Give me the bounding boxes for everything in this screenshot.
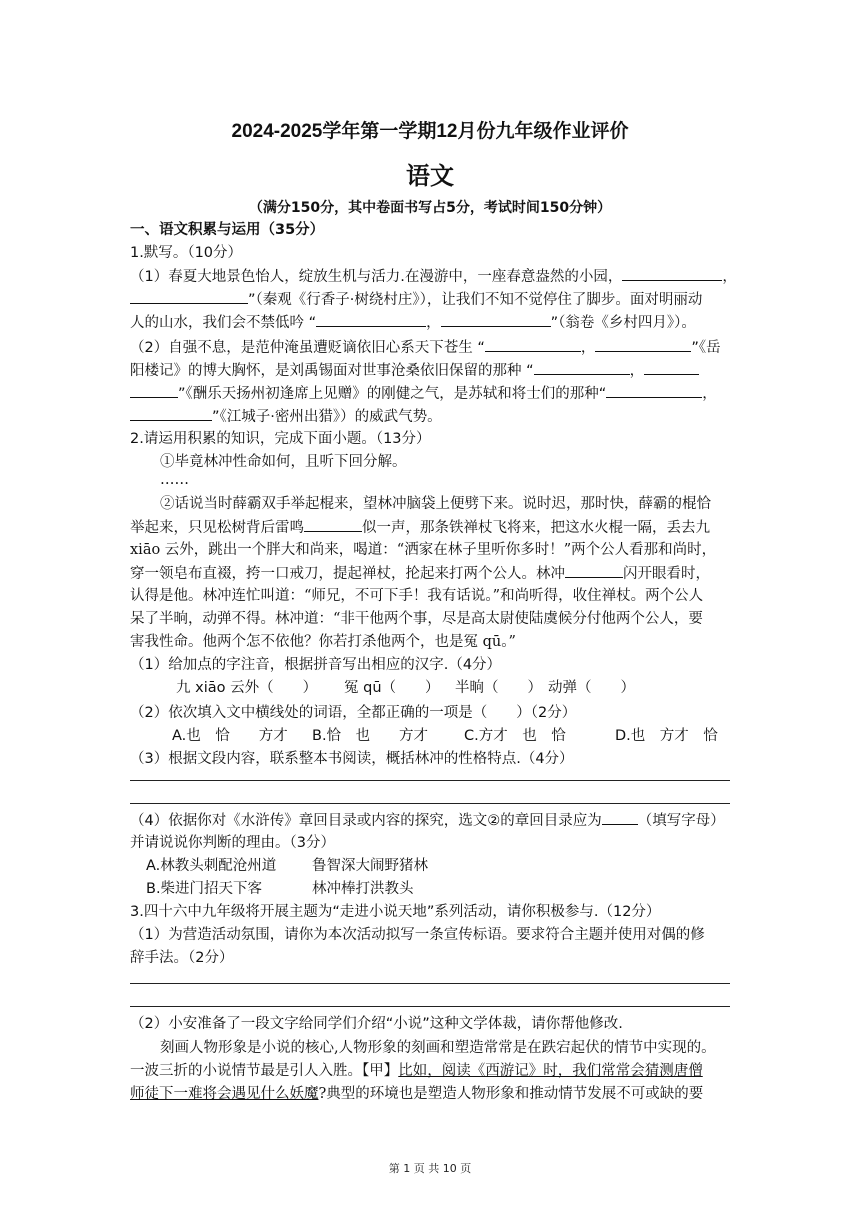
q2-sub4-text: （4）依据你对《水浒传》章回目录或内容的探究，选文②的章回目录应为 <box>130 813 602 829</box>
q2-passage2-line2 <box>130 517 710 538</box>
q1-p1-text: （1）春夏大地景色怡人，绽放生机与活力.在漫游中，一座春意盎然的小园， <box>130 269 623 285</box>
q2-option-c: C.方才 也 恰 <box>464 728 566 744</box>
answer-blank[interactable] <box>441 312 551 327</box>
para-underlined-text: 师徒下一难将会遇见什么妖魔 <box>130 1086 319 1102</box>
passage-text: 闪开眼看时， <box>623 566 710 582</box>
exam-title: 2024-2025学年第一学期12月份九年级作业评价 <box>231 121 629 142</box>
passage-text: 似一声，那条铁禅杖飞将来，把这水火棍一隔，丢去九 <box>362 520 710 536</box>
q1-p2-line2 <box>130 360 699 381</box>
q3-para-line1: 刻画人物形象是小说的核心,人物形象的刻画和塑造常常是在跌宕起伏的情节中实现的。 <box>160 1040 716 1056</box>
answer-blank[interactable] <box>606 383 702 398</box>
q3-para-line3 <box>130 1084 703 1104</box>
answer-blank[interactable] <box>304 517 362 532</box>
q2-passage2-line6: 呆了半晌，动弹不得。林冲道：“非干他两个事，尽是高太尉使陆虞候分付他两个公人，要 <box>130 611 703 627</box>
q2-sub4-line1 <box>130 810 725 831</box>
exam-note: （满分150分，其中卷面书写占5分，考试时间150分钟） <box>248 200 612 216</box>
answer-blank[interactable] <box>316 312 426 327</box>
q3-stem: 3.四十六中九年级将开展主题为“走进小说天地”系列活动，请你积极参与.（12分） <box>130 904 661 920</box>
q1-p1-line1 <box>130 266 737 287</box>
q1-p2-line3 <box>130 383 717 404</box>
q1-p2-line1 <box>130 337 721 358</box>
answer-blank[interactable] <box>485 337 581 352</box>
answer-blank[interactable] <box>622 266 722 281</box>
q2-passage2-line1: ②话说当时薛霸双手举起棍来，望林冲脑袋上便劈下来。说时迟，那时快，薛霸的棍恰 <box>160 496 711 512</box>
q2-stem: 2.请运用积累的知识，完成下面小题。（13分） <box>130 431 431 447</box>
passage-text: 举起来，只见松树背后雷鸣 <box>130 520 304 536</box>
q1-p2-text: （2）自强不息，是范仲淹虽遭贬谪依旧心系天下苍生 “ <box>130 340 485 356</box>
answer-blank[interactable] <box>595 337 691 352</box>
punct: ， <box>629 363 645 379</box>
section-heading: 一、语文积累与运用（35分） <box>130 222 325 238</box>
para-underlined-text: 比如，阅读《西游记》时，我们常常会猜测唐僧 <box>398 1063 703 1079</box>
punct: ， <box>426 315 441 331</box>
punct: ， <box>722 269 737 285</box>
q2-passage2-line5: 认得是他。林冲连忙叫道：“师兄，不可下手！我有话说。”和尚听得，收住禅杖。两个公人 <box>130 588 704 604</box>
q1-p2-text4: ”《酬乐天扬州初逢席上见赠》的刚健之气，是苏轼和将士们的那种“ <box>178 386 607 402</box>
para-text: ?典型的环境也是塑造人物形象和推动情节发展不可或缺的要 <box>318 1086 704 1102</box>
q2-option-d: D.也 方才 恰 <box>615 728 718 744</box>
q2-sub2: （2）依次填入文中横线处的词语，全都正确的一项是（ ）（2分） <box>130 705 577 721</box>
q1-p1-line3 <box>130 312 696 333</box>
answer-blank[interactable] <box>130 406 212 421</box>
q2-ellipsis: …… <box>160 472 189 488</box>
q2-sub4-option-a2: 鲁智深大闹野猪林 <box>312 858 428 874</box>
subject-title: 语文 <box>406 162 454 190</box>
punct: ， <box>702 386 717 402</box>
q1-p1-text3: 人的山水，我们会不禁低吟 “ <box>130 315 317 331</box>
q2-option-b: B.恰 也 方才 <box>312 728 429 744</box>
q2-sub4-option-b1: B.柴进门招天下客 <box>146 881 263 897</box>
answer-blank[interactable] <box>565 563 623 578</box>
q2-sub4-option-b2: 林冲棒打洪教头 <box>312 881 414 897</box>
q2-passage2-line7: 害我性命。他两个怎不依他？你若打杀他两个，也是冤 qū。” <box>130 634 516 650</box>
answer-blank[interactable] <box>130 383 178 398</box>
q2-sub1-item1: 九 xiāo 云外（ ） <box>176 680 318 696</box>
q1-p1-text4: ”（翁卷《乡村四月》）。 <box>550 315 696 331</box>
answer-line[interactable] <box>130 803 730 804</box>
para-text: 一波三折的小说情节最是引人入胜。【甲】 <box>130 1063 399 1079</box>
q3-sub2: （2）小安准备了一段文字给同学们介绍“小说”这种文学体裁，请你帮他修改. <box>130 1016 623 1032</box>
q3-sub1-line1: （1）为营造活动氛围，请你为本次活动拟写一条宣传标语。要求符合主题并使用对偶的修 <box>130 927 705 943</box>
answer-blank[interactable] <box>602 810 638 825</box>
q1-p2-text5: ”《江城子·密州出猎》）的威武气势。 <box>212 409 442 425</box>
q2-sub1-item3: 半晌（ ） <box>455 680 542 696</box>
q3-para-line2 <box>130 1061 703 1081</box>
q2-sub4-line2: 并请说说你判断的理由。（3分） <box>130 835 335 851</box>
page-footer: 第 1 页 共 10 页 <box>388 1162 472 1175</box>
q2-sub1: （1）给加点的字注音，根据拼音写出相应的汉字.（4分） <box>130 657 502 673</box>
answer-blank[interactable] <box>644 360 699 375</box>
punct: ， <box>580 340 596 356</box>
q1-p2-line4 <box>130 406 442 427</box>
passage-text: 穿一领皂布直裰，挎一口戒刀，提起禅杖，抡起来打两个公人。林冲 <box>130 566 565 582</box>
q1-p1-text2: ”（秦观《行香子·树绕村庄》），让我们不知不觉停住了脚步。面对明丽动 <box>248 292 703 308</box>
q2-sub3: （3）根据文段内容，联系整本书阅读，概括林冲的性格特点.（4分） <box>130 751 574 767</box>
answer-line[interactable] <box>130 1006 730 1007</box>
answer-line[interactable] <box>130 983 730 984</box>
q2-sub4-text2: （填写字母） <box>637 813 725 829</box>
answer-blank[interactable] <box>130 289 248 304</box>
q2-sub4-option-a1: A.林教头刺配沧州道 <box>146 858 277 874</box>
q2-sub1-item4: 动弹（ ） <box>548 680 635 696</box>
q1-p1-line2 <box>130 289 702 310</box>
q2-sub1-item2: 冤 qū（ ） <box>344 680 440 696</box>
q1-p2-text2: ”《岳 <box>691 340 721 356</box>
q2-option-a: A.也 恰 方才 <box>172 728 288 744</box>
q2-passage1: ①毕竟林冲性命如何，且听下回分解。 <box>160 454 407 470</box>
q3-sub1-line2: 辞手法。（2分） <box>130 950 234 966</box>
q1-stem: 1.默写。（10分） <box>130 245 243 261</box>
q2-passage2-line3: xiāo 云外，跳出一个胖大和尚来，喝道：“洒家在林子里听你多时！”两个公人看那和尚时， <box>130 542 717 558</box>
q2-passage2-line4 <box>130 563 710 584</box>
answer-line[interactable] <box>130 780 730 781</box>
q1-p2-text3: 阳楼记》的博大胸怀，是刘禹锡面对世事沧桑依旧保留的那种 “ <box>130 363 534 379</box>
answer-blank[interactable] <box>534 360 630 375</box>
